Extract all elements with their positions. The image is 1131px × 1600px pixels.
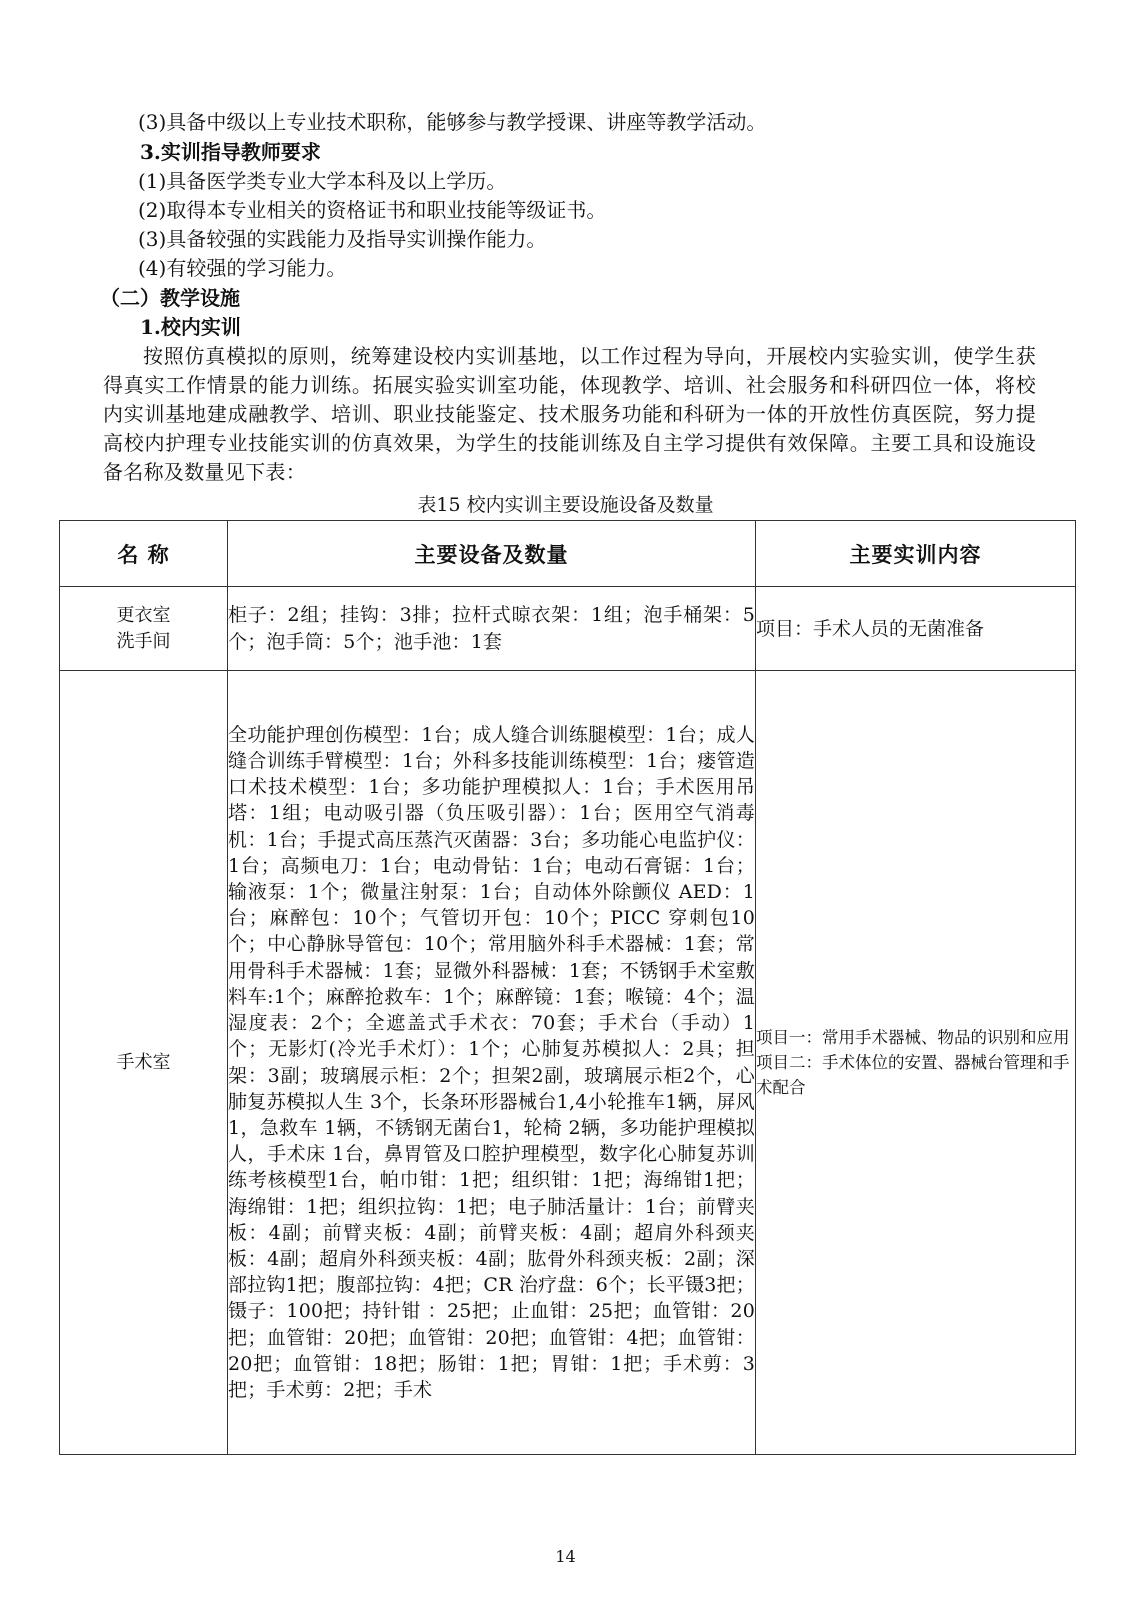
room-name-cell <box>60 587 228 671</box>
header-name: 名 称 <box>60 521 228 587</box>
equipment-cell: 柜子：2组；挂钩：3排；拉杆式晾衣架：1组；泡手桶架：5个；泡手筒：5个；池手池：1套 <box>228 587 756 671</box>
training-item: 项目一：常用手术器械、物品的识别和应用 <box>756 1028 1070 1047</box>
equipment-cell: 全功能护理创伤模型：1台；成人缝合训练腿模型：1台；成人缝合训练手臂模型：1台；外科多技能训练模型：1台；瘘管造口术技术模型：1台；多功能护理模拟人：1台；手术医用吊塔：1组；电动吸引器（负压吸引器）：1台；医用空气消毒机：1台；手提式高压蒸汽灭菌器：3台；多功能心电监护仪：1台；高频电刀：1台；电动骨钻：1台；电动石膏锯：1台；输液泵：1个；微量注射泵：1台；自动体外除颤仪 AED：1台；麻醉包：10个；气管切开包：10个；PICC 穿刺包10个；中心静脉导管包：10个；常用脑外科手术器械：1套；常用骨科手术器械：1套；显微外科器械：1套；不锈钢手术室敷料车:1个；麻醉抢救车：1个；麻醉镜：1套；喉镜：4个；温湿度表：2个；全遮盖式手术衣：70套；手术台（手动）1个；无影灯(冷光手术灯）：1个；心肺复苏模拟人：2具；担架：3副；玻璃展示柜：2个；担架2副，玻璃展示柜2个，心肺复苏模拟人生 3个，长条环形器械台1,4小轮推车1辆，屏风1，急救车 1辆，不锈钢无菌台1，轮椅 2辆，多功能护理模拟人，手术床 1台，鼻胃管及口腔护理模型，数字化心肺复苏训练考核模型1台，帕巾钳：1把；组织钳：1把；海绵钳1把；海绵钳：1把；组织拉钩：1把；电子肺活量计：1台；前臂夹板：4副；前臂夹板：4副；前臂夹板：4副；超肩外科颈夹板：4副；超肩外科颈夹板：4副；肱骨外科颈夹板：2副；深部拉钩1把；腹部拉钩：4把；CR 治疗盘：6个；长平镊3把；镊子：100把；持针钳 ：25把；止血钳：25把；血管钳：20把；血管钳：20把；血管钳：20把；血管钳：4把；血管钳：20把；血管钳：18把；肠钳：1把；胃钳：1把；手术剪：3把；手术剪：2把；手术 <box>228 671 756 1455</box>
subsection-heading-onsite-training: 1.校内实训 <box>140 315 241 339</box>
section-heading-practical-teacher: 3.实训指导教师要求 <box>140 140 321 164</box>
table-caption: 表15 校内实训主要设施设备及数量 <box>417 494 714 516</box>
training-content-cell <box>756 671 1076 1455</box>
equipment-table <box>59 520 1076 1455</box>
requirement-line-4: (4)有较强的学习能力。 <box>138 256 347 280</box>
table-row <box>60 671 1076 1455</box>
training-content-cell <box>756 587 1076 671</box>
table-header-row <box>60 521 1076 587</box>
intro-paragraph: 按照仿真模拟的原则，统筹建设校内实训基地，以工作过程为导向，开展校内实验实训，使学生获得真实工作情景的能力训练。拓展实验实训室功能，体现教学、培训、社会服务和科研四位一体，将校内实训基地建成融教学、培训、职业技能鉴定、技术服务功能和科研为一体的开放性仿真医院，努力提高校内护理专业技能实训的仿真效果，为学生的技能训练及自主学习提供有效保障。主要工具和设施设备名称及数量见下表： <box>103 344 1036 484</box>
requirement-line-3: (3)具备中级以上专业技术职称，能够参与教学授课、讲座等教学活动。 <box>138 110 767 134</box>
requirement-line-1: (1)具备医学类专业大学本科及以上学历。 <box>138 169 507 193</box>
table-row <box>60 587 1076 671</box>
requirement-line-3b: (3)具备较强的实践能力及指导实训操作能力。 <box>138 227 547 251</box>
room-name-line: 手术室 <box>116 1051 171 1073</box>
section-heading-facilities: （二）教学设施 <box>100 286 240 310</box>
room-name-line: 洗手间 <box>116 630 171 652</box>
training-item: 项目：手术人员的无菌准备 <box>756 617 985 640</box>
requirement-line-2: (2)取得本专业相关的资格证书和职业技能等级证书。 <box>138 198 607 222</box>
page-number: 14 <box>555 1547 576 1566</box>
room-name-line: 更衣室 <box>116 604 171 626</box>
header-content: 主要实训内容 <box>756 521 1076 587</box>
header-equipment: 主要设备及数量 <box>228 521 756 587</box>
training-item: 项目二：手术体位的安置、器械台管理和手术配合 <box>756 1053 1070 1097</box>
room-name-cell <box>60 671 228 1455</box>
